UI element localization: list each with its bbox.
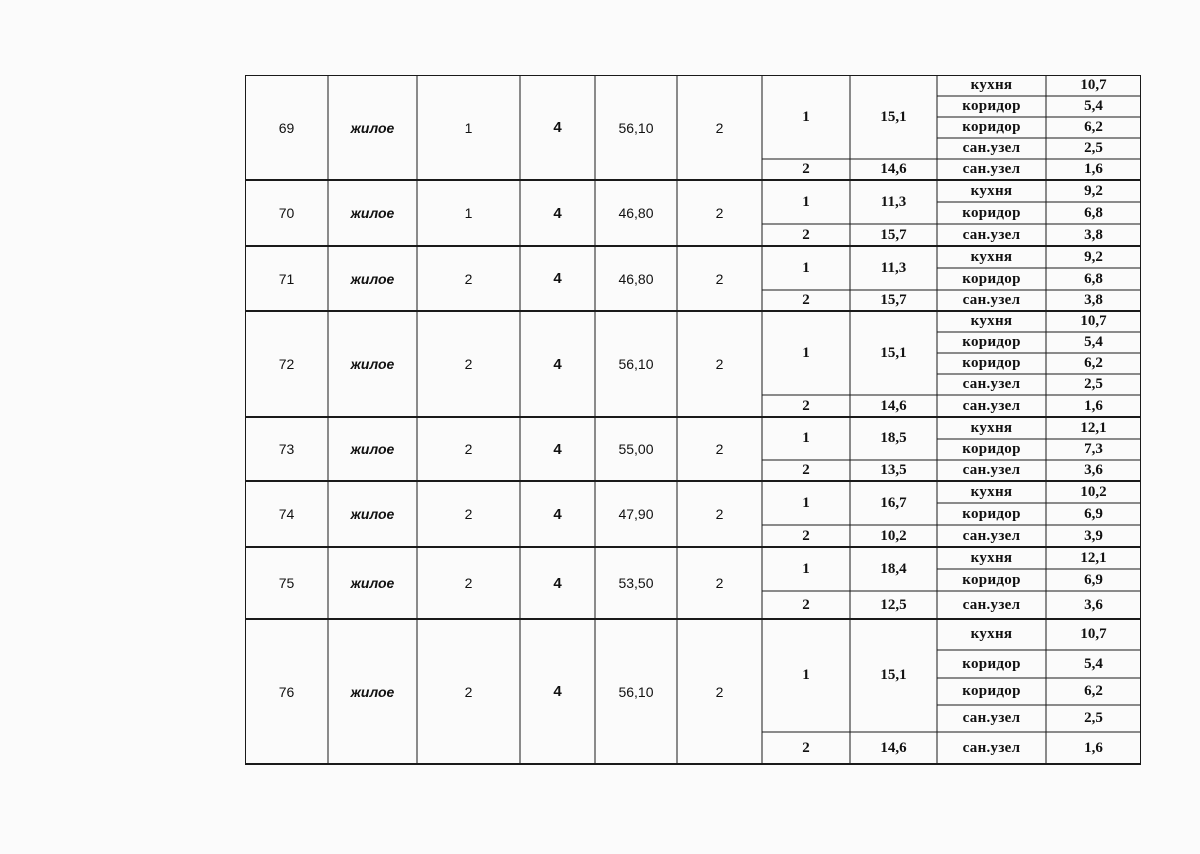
room-count: 2 [715, 356, 724, 372]
entrance-number: 2 [464, 441, 473, 457]
room-number: 1 [802, 344, 810, 361]
room-number: 2 [802, 527, 810, 544]
room-number: 1 [802, 259, 810, 276]
aux-room-area: 9,2 [1084, 248, 1103, 265]
aux-room-area: 7,3 [1084, 441, 1103, 457]
apartment-type: жилое [350, 356, 395, 372]
aux-room-area: 6,2 [1084, 119, 1103, 135]
room-area: 10,2 [880, 527, 907, 544]
aux-room-area: 2,5 [1084, 140, 1103, 156]
apartment-type: жилое [350, 683, 395, 700]
aux-room-name: коридор [962, 334, 1021, 350]
room-number: 2 [802, 161, 810, 177]
aux-room-name: сан.узел [962, 376, 1021, 392]
aux-room-area: 6,2 [1084, 683, 1103, 699]
aux-room-name: сан.узел [962, 161, 1021, 177]
aux-room-name: коридор [962, 655, 1021, 672]
aux-room-name: кухня [970, 182, 1013, 199]
room-count: 2 [715, 441, 724, 457]
room-area: 15,1 [880, 108, 907, 125]
aux-room-area: 3,9 [1084, 527, 1103, 544]
total-area: 55,00 [618, 441, 654, 457]
room-area: 11,3 [880, 193, 907, 210]
aux-room-name: кухня [970, 313, 1013, 329]
aux-room-name: коридор [962, 119, 1021, 135]
aux-room-area: 3,8 [1084, 226, 1103, 243]
aux-room-name: сан.узел [962, 292, 1021, 308]
entrance-number: 2 [464, 683, 473, 700]
aux-room-area: 5,4 [1084, 334, 1103, 350]
total-area: 56,10 [618, 683, 654, 700]
room-area: 18,5 [880, 430, 907, 446]
room-count: 2 [715, 205, 724, 221]
aux-room-area: 6,8 [1084, 270, 1103, 287]
aux-room-name: кухня [970, 626, 1013, 642]
aux-room-area: 9,2 [1084, 182, 1103, 199]
aux-room-name: коридор [962, 505, 1021, 522]
room-count: 2 [715, 119, 724, 136]
apartment-type: жилое [350, 270, 395, 287]
room-area: 16,7 [880, 494, 907, 511]
aux-room-name: кухня [970, 483, 1013, 500]
aux-room-name: коридор [962, 441, 1021, 457]
aux-room-name: коридор [962, 204, 1021, 221]
total-area: 46,80 [618, 270, 654, 287]
total-area: 46,80 [618, 205, 654, 221]
room-number: 1 [802, 560, 810, 577]
room-area: 18,4 [880, 560, 907, 577]
entrance-number: 2 [464, 506, 473, 522]
apartment-number: 69 [278, 119, 295, 136]
apartment-number: 72 [278, 356, 295, 372]
room-number: 1 [802, 494, 810, 511]
floor-count: 4 [553, 355, 562, 373]
aux-room-name: сан.узел [962, 462, 1021, 478]
aux-room-name: сан.узел [962, 140, 1021, 156]
room-number: 2 [802, 292, 810, 308]
apartment-type: жилое [350, 441, 395, 457]
aux-room-name: коридор [962, 270, 1021, 287]
aux-room-name: сан.узел [962, 710, 1021, 726]
room-count: 2 [715, 506, 724, 522]
floor-count: 4 [553, 683, 562, 700]
aux-room-area: 3,6 [1084, 462, 1103, 478]
room-area: 15,1 [880, 667, 907, 683]
total-area: 53,50 [618, 575, 654, 591]
aux-room-area: 5,4 [1084, 655, 1103, 672]
aux-room-name: кухня [970, 77, 1013, 93]
room-number: 1 [802, 108, 810, 125]
aux-room-name: кухня [970, 419, 1013, 436]
entrance-number: 2 [464, 270, 473, 287]
room-number: 2 [802, 226, 810, 243]
room-number: 2 [802, 397, 810, 414]
apartment-number: 74 [278, 506, 295, 522]
aux-room-name: сан.узел [962, 397, 1021, 414]
aux-room-name: коридор [962, 355, 1021, 371]
apartment-table [245, 75, 1141, 770]
aux-room-area: 5,4 [1084, 98, 1103, 114]
room-number: 2 [802, 462, 810, 478]
aux-room-name: сан.узел [962, 739, 1021, 756]
room-number: 2 [802, 739, 810, 756]
aux-room-area: 6,9 [1084, 505, 1103, 522]
floor-count: 4 [553, 270, 562, 287]
floor-count: 4 [553, 119, 562, 136]
entrance-number: 1 [464, 205, 473, 221]
aux-room-area: 12,1 [1080, 419, 1107, 436]
room-number: 1 [802, 667, 810, 683]
room-area: 14,6 [880, 161, 907, 177]
floor-count: 4 [553, 204, 562, 222]
floor-count: 4 [553, 440, 562, 458]
room-area: 14,6 [880, 739, 907, 756]
aux-room-area: 2,5 [1084, 710, 1103, 726]
apartment-number: 70 [278, 205, 295, 221]
room-area: 11,3 [880, 259, 907, 276]
room-area: 15,7 [880, 226, 907, 243]
floor-count: 4 [553, 505, 562, 523]
room-area: 13,5 [880, 462, 907, 478]
aux-room-area: 1,6 [1084, 161, 1103, 177]
floor-count: 4 [553, 574, 562, 592]
apartment-type: жилое [350, 119, 395, 136]
apartment-number: 76 [278, 683, 295, 700]
aux-room-area: 6,2 [1084, 355, 1103, 371]
aux-room-area: 1,6 [1084, 739, 1103, 756]
room-area: 14,6 [880, 397, 907, 414]
aux-room-area: 1,6 [1084, 397, 1103, 414]
room-count: 2 [715, 270, 724, 287]
aux-room-name: сан.узел [962, 527, 1021, 544]
total-area: 47,90 [618, 506, 654, 522]
aux-room-area: 12,1 [1080, 549, 1107, 566]
room-number: 2 [802, 596, 810, 613]
apartment-type: жилое [350, 506, 395, 522]
room-area: 15,1 [880, 344, 907, 361]
aux-room-name: коридор [962, 98, 1021, 114]
aux-room-area: 3,6 [1084, 596, 1103, 613]
aux-room-name: коридор [962, 683, 1021, 699]
aux-room-area: 6,9 [1084, 571, 1103, 588]
entrance-number: 2 [464, 356, 473, 372]
apartment-number: 73 [278, 441, 295, 457]
room-count: 2 [715, 575, 724, 591]
room-number: 1 [802, 430, 810, 446]
aux-room-name: сан.узел [962, 226, 1021, 243]
aux-room-name: кухня [970, 549, 1013, 566]
entrance-number: 2 [464, 575, 473, 591]
aux-room-area: 10,7 [1080, 313, 1107, 329]
room-area: 12,5 [880, 596, 907, 613]
aux-room-area: 10,7 [1080, 626, 1107, 642]
apartment-number: 75 [278, 575, 295, 591]
aux-room-area: 2,5 [1084, 376, 1103, 392]
aux-room-name: кухня [970, 248, 1013, 265]
apartment-type: жилое [350, 205, 395, 221]
room-number: 1 [802, 193, 810, 210]
aux-room-area: 10,7 [1080, 77, 1107, 93]
room-area: 15,7 [880, 292, 907, 308]
room-count: 2 [715, 683, 724, 700]
aux-room-area: 3,8 [1084, 292, 1103, 308]
entrance-number: 1 [464, 119, 473, 136]
aux-room-name: сан.узел [962, 596, 1021, 613]
aux-room-area: 6,8 [1084, 204, 1103, 221]
total-area: 56,10 [618, 119, 654, 136]
aux-room-area: 10,2 [1080, 483, 1107, 500]
apartment-type: жилое [350, 575, 395, 591]
apartment-number: 71 [278, 270, 295, 287]
aux-room-name: коридор [962, 571, 1021, 588]
total-area: 56,10 [618, 356, 654, 372]
